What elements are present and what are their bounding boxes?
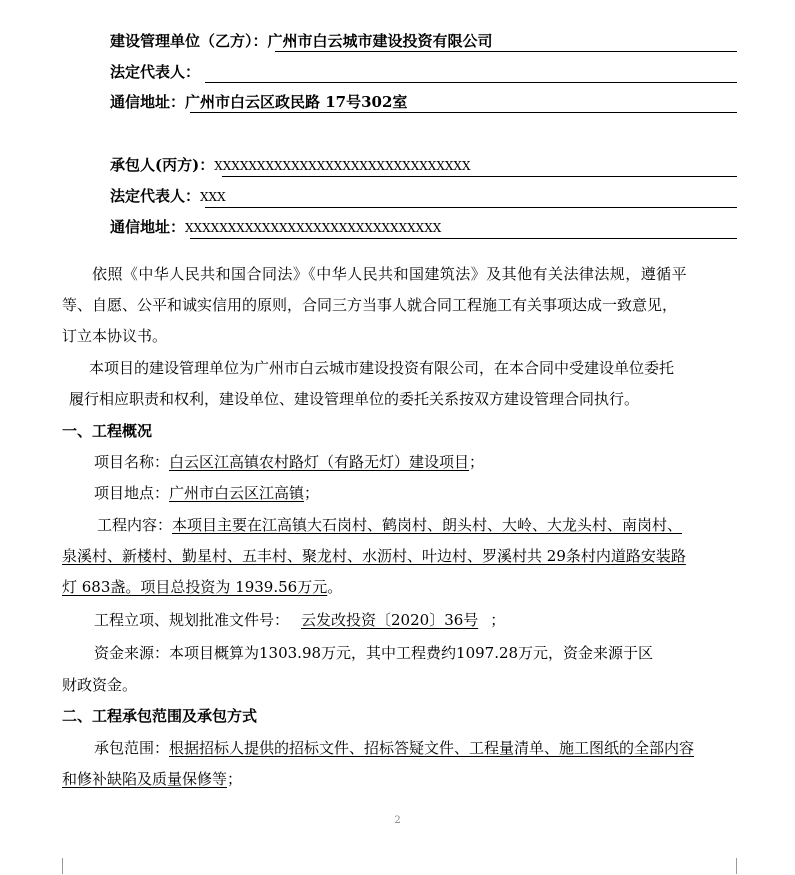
underline — [190, 112, 737, 113]
para1-line1: 依照《中华人民共和国合同法》《中华人民共和国建筑法》及其他有关法律法规，遵循平 — [92, 265, 688, 283]
page-number: 2 — [394, 815, 401, 826]
legal-rep-row-2 — [110, 185, 737, 208]
project-name-end: ； — [469, 453, 485, 471]
scope-line2: 和修补缺陷及质量保修等 — [62, 770, 228, 788]
content-line1: 本项目主要在江高镇大石岗村、鹤岗村、朗头村、大岭、大龙头村、南岗村、 — [172, 516, 683, 534]
crop-mark-left — [40, 858, 63, 874]
scope-row-2 — [62, 768, 242, 790]
approval-row — [94, 609, 505, 631]
approval-value: 云发改投资〔2020〕36号 — [301, 611, 479, 629]
address-row-1 — [110, 91, 737, 113]
legal-rep-value-2: XXX — [200, 190, 226, 204]
address-value-1: 广州市白云区政民路 17号302室 — [185, 93, 408, 111]
crop-mark-right — [736, 858, 759, 874]
scope-line1: 根据招标人提供的招标文件、招标答疑文件、工程量清单、施工图纸的全部内容 — [169, 739, 695, 757]
project-name-row — [94, 451, 484, 473]
content-row-3 — [62, 576, 342, 598]
scope-end: ； — [227, 770, 243, 788]
para1-line3: 订立本协议书。 — [62, 327, 168, 345]
project-name-label: 项目名称： — [94, 453, 170, 471]
funding-line2: 财政资金。 — [62, 676, 138, 694]
underline — [275, 51, 737, 52]
project-site-value: 广州市白云区江高镇 — [169, 484, 305, 502]
legal-rep-label-2: 法定代表人： — [110, 187, 201, 205]
para2-line1: 本项目的建设管理单位为广州市白云城市建设投资有限公司，在本合同中受建设单位委托 — [89, 359, 675, 377]
contractor-label: 承包人(丙方)： — [110, 156, 215, 174]
project-site-row — [94, 482, 319, 504]
underline — [222, 176, 737, 177]
content-line2: 泉溪村、新楼村、勤星村、五丰村、聚龙村、水沥村、叶边村、罗溪村共 29条村内道路安装路 — [62, 547, 686, 565]
scope-row-1 — [94, 737, 694, 759]
address-label-1: 通信地址： — [110, 93, 186, 111]
section1-title: 一、工程概况 — [62, 422, 153, 440]
approval-label: 工程立项、规划批准文件号： — [94, 611, 290, 629]
section2-title: 二、工程承包范围及承包方式 — [62, 707, 258, 725]
address-label-2: 通信地址： — [110, 218, 186, 236]
management-unit-label: 建设管理单位（乙方）： — [110, 32, 268, 50]
legal-rep-label-1: 法定代表人： — [110, 63, 201, 81]
underline — [205, 82, 737, 83]
management-unit-value: 广州市白云城市建设投资有限公司 — [267, 32, 493, 50]
address-value-2: XXXXXXXXXXXXXXXXXXXXXXXXXXXXXX — [185, 221, 442, 235]
content-line3-end: 。 — [327, 578, 343, 596]
underline — [205, 207, 737, 208]
management-unit-row — [110, 30, 737, 52]
para1-line2: 等、自愿、公平和诚实信用的原则，合同三方当事人就合同工程施工有关事项达成一致意见， — [62, 296, 678, 314]
legal-rep-row-1 — [110, 61, 737, 83]
para2-line2: 履行相应职责和权利，建设单位、建设管理单位的委托关系按双方建设管理合同执行。 — [69, 390, 640, 408]
underline — [190, 238, 737, 239]
contractor-value: XXXXXXXXXXXXXXXXXXXXXXXXXXXXXX — [214, 159, 471, 173]
project-site-label: 项目地点： — [94, 484, 170, 502]
approval-end: ； — [490, 611, 506, 629]
content-line3: 灯 683盏。项目总投资为 1939.56万元 — [62, 578, 328, 596]
content-row-1 — [97, 514, 682, 536]
content-label: 工程内容： — [97, 516, 173, 534]
contractor-row — [110, 154, 737, 177]
address-row-2 — [110, 216, 737, 239]
funding-line1: 资金来源：本项目概算为1303.98万元，其中工程费约1097.28万元，资金来源于区 — [94, 644, 654, 662]
project-site-end: ； — [304, 484, 320, 502]
scope-label: 承包范围： — [94, 739, 170, 757]
project-name-value: 白云区江高镇农村路灯（有路无灯）建设项目 — [169, 453, 470, 471]
